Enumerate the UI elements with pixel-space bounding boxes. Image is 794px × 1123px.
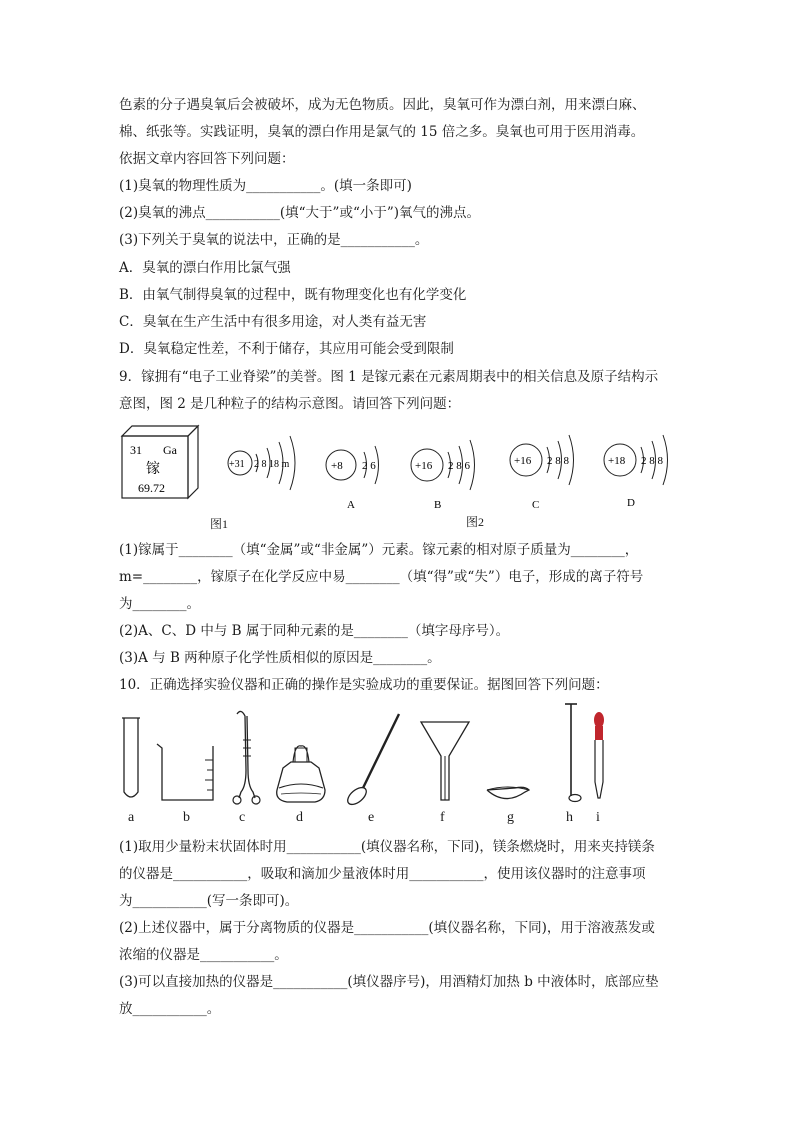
passage-line-3: 依据文章内容回答下列问题： — [119, 151, 295, 167]
ga-shells: 2 8 18 m — [254, 459, 290, 470]
element-symbol: Ga — [163, 443, 177, 457]
q10-subquestion-3-line-1: (3)可以直接加热的仪器是___________(填仪器序号)，用酒精灯加热 b 中液体时，底部应垫 — [119, 974, 659, 990]
particle-b-nucleus: +16 — [415, 460, 433, 472]
medicine-spoon — [345, 714, 399, 808]
crucible-tongs — [233, 711, 260, 804]
particle-d-label: D — [627, 497, 635, 509]
q9-subquestion-1-line-2: m=________，镓原子在化学反应中易________（填“得”或“失”）电子，形成的离子符号 — [119, 569, 644, 585]
q10-subquestion-3-line-2: 放___________。 — [119, 1001, 221, 1017]
q10-subquestion-1-line-3: 为___________(写一条即可)。 — [119, 893, 299, 909]
atomic-mass: 69.72 — [138, 481, 165, 495]
element-name: 镓 — [146, 462, 160, 477]
apparatus-label-c: c — [239, 810, 246, 825]
apparatus-label-i: i — [596, 810, 600, 825]
particle-a — [326, 446, 379, 511]
particle-c-shells: 2 8 8 — [547, 455, 569, 467]
q9-stem-line-1: 9．镓拥有“电子工业脊梁”的美誉。图 1 是镓元素在元素周期表中的相关信息及原子结构示 — [119, 369, 659, 385]
q8-option-c: C．臭氧在生产生活中有很多用途，对人类有益无害 — [119, 314, 427, 330]
q8-option-b: B．由氧气制得臭氧的过程中，既有物理变化也有化学变化 — [119, 287, 467, 303]
particle-d — [604, 435, 668, 509]
q8-option-d: D．臭氧稳定性差，不利于储存，其应用可能会受到限制 — [119, 341, 454, 357]
particle-b — [411, 440, 475, 511]
apparatus-label-b: b — [183, 810, 190, 825]
q9-stem-line-2: 意图，图 2 是几种粒子的结构示意图。请回答下列问题： — [119, 396, 461, 412]
particles-figure — [320, 422, 690, 512]
evaporating-dish — [487, 787, 529, 799]
q10-subquestion-2-line-2: 浓缩的仪器是___________。 — [119, 947, 288, 963]
beaker — [157, 744, 213, 800]
particle-c-nucleus: +16 — [514, 455, 532, 467]
fig2-caption: 图2 — [466, 515, 485, 529]
ga-nucleus: +31 — [229, 459, 245, 470]
particle-a-label: A — [347, 499, 355, 511]
particle-d-nucleus: +18 — [608, 455, 626, 467]
q10-subquestion-1-line-2: 的仪器是___________，吸取和滴加少量液体时用___________，使用该仪器时的注意事项 — [119, 866, 646, 882]
particle-c-label: C — [532, 499, 540, 511]
funnel — [421, 722, 469, 800]
q9-subquestion-3: (3)A 与 B 两种原子化学性质相似的原因是________。 — [119, 650, 441, 666]
apparatus-label-g: g — [507, 810, 514, 825]
apparatus-figure — [115, 700, 645, 810]
particle-d-shells: 2 8 8 — [641, 455, 663, 467]
q8-subquestion-2: (2)臭氧的沸点___________(填“大于”或“小于”)氧气的沸点。 — [119, 205, 481, 221]
q8-subquestion-3: (3)下列关于臭氧的说法中，正确的是___________。 — [119, 232, 429, 248]
particle-c — [510, 435, 574, 511]
q8-option-a: A．臭氧的漂白作用比氯气强 — [119, 260, 291, 276]
passage-line-1: 色素的分子遇臭氧后会被破坏，成为无色物质。因此，臭氧可作为漂白剂，用来漂白麻、 — [119, 97, 646, 113]
q9-subquestion-1-line-1: (1)镓属于________（填“金属”或“非金属”）元素。镓元素的相对原子质量为________， — [119, 542, 639, 558]
ga-structure-figure — [222, 422, 302, 502]
q9-subquestion-1-line-3: 为________。 — [119, 596, 200, 612]
q10-subquestion-2-line-1: (2)上述仪器中，属于分离物质的仪器是___________(填仪器名称，下同)，用于溶液蒸发或 — [119, 920, 655, 936]
apparatus-label-f: f — [440, 810, 445, 825]
q8-subquestion-1: (1)臭氧的物理性质为___________。(填一条即可) — [119, 178, 412, 194]
apparatus-label-d: d — [296, 810, 303, 825]
apparatus-label-a: a — [128, 810, 135, 825]
particle-b-label: B — [434, 499, 442, 511]
q10-stem: 10．正确选择实验仪器和正确的操作是实验成功的重要保证。据图回答下列问题： — [119, 677, 609, 693]
particle-a-shells: 2 6 — [362, 460, 376, 472]
dropper — [594, 712, 604, 798]
alcohol-lamp — [277, 746, 325, 802]
test-tube — [122, 718, 140, 797]
particle-b-shells: 2 8 6 — [448, 460, 470, 472]
periodic-cell-figure — [118, 422, 203, 502]
combustion-spoon — [565, 704, 581, 802]
apparatus-label-e: e — [368, 810, 375, 825]
passage-line-2: 棉、纸张等。实践证明，臭氧的漂白作用是氯气的 15 倍之多。臭氧也可用于医用消毒。 — [119, 124, 645, 140]
fig1-caption: 图1 — [210, 517, 229, 531]
q10-subquestion-1-line-1: (1)取用少量粉末状固体时用___________(填仪器名称，下同)，镁条燃烧时，用来夹持镁条 — [119, 839, 655, 855]
particle-a-nucleus: +8 — [331, 460, 343, 472]
q9-subquestion-2: (2)A、C、D 中与 B 属于同种元素的是________（填字母序号）。 — [119, 623, 510, 639]
apparatus-label-h: h — [566, 810, 573, 825]
atomic-number: 31 — [130, 443, 142, 457]
